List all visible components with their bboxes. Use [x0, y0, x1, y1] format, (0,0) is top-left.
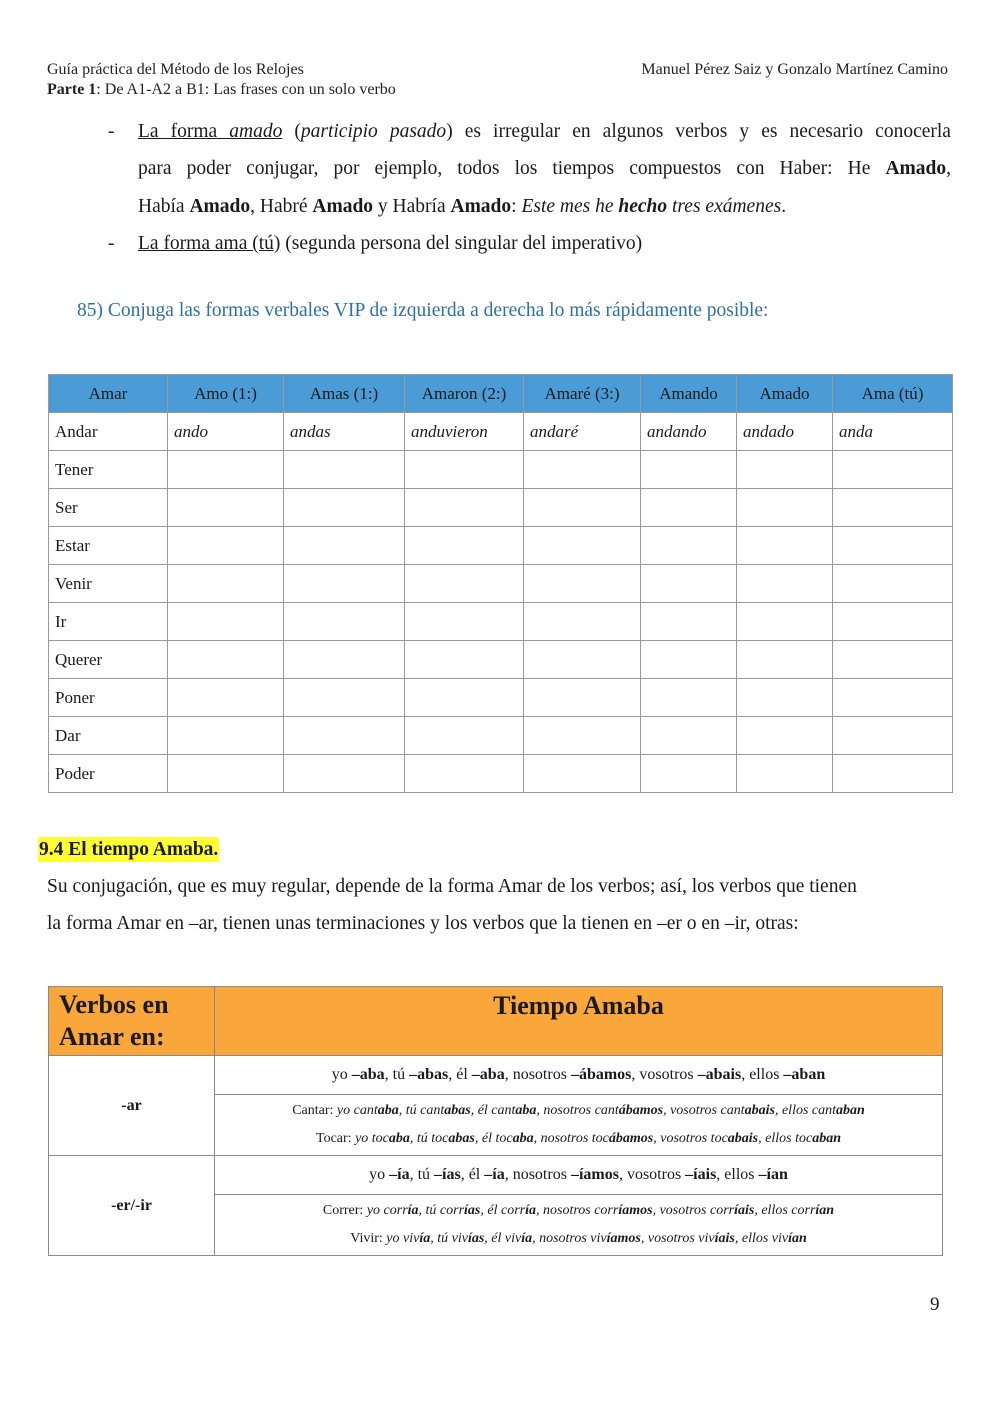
answer-cell[interactable]: [168, 565, 284, 603]
bullet-2-line: La forma ama (tú) (segunda persona del singular del imperativo): [138, 233, 643, 254]
bullet-1-line-1: La forma amado (participio pasado) es irregular en algunos verbos y es necesario conocerla: [138, 121, 951, 142]
bullet-dash-2: -: [108, 233, 115, 254]
answer-cell[interactable]: [641, 679, 737, 717]
answer-cell[interactable]: andaré: [524, 413, 641, 451]
endings-line: yo –ía, tú –ías, él –ía, nosotros –íamos, vosotros –íais, ellos –ían: [215, 1156, 943, 1195]
answer-cell[interactable]: [284, 603, 405, 641]
answer-cell[interactable]: [833, 565, 953, 603]
answer-cell[interactable]: [168, 679, 284, 717]
answer-cell[interactable]: [737, 717, 833, 755]
answer-cell[interactable]: [641, 527, 737, 565]
answer-cell[interactable]: [284, 717, 405, 755]
verb-cell: Dar: [49, 717, 168, 755]
conjugation-table: [48, 374, 953, 793]
table-row: [49, 527, 953, 565]
header-right-title: Manuel Pérez Saiz y Gonzalo Martínez Camino: [641, 61, 948, 78]
verb-cell: Poder: [49, 755, 168, 793]
answer-cell[interactable]: [833, 679, 953, 717]
header-cell: Ama (tú): [833, 375, 953, 413]
answer-cell[interactable]: [168, 603, 284, 641]
amaba-col2-header: Tiempo Amaba: [215, 987, 943, 1056]
answer-cell[interactable]: andando: [641, 413, 737, 451]
header-cell: Amas (1:): [284, 375, 405, 413]
answer-cell[interactable]: [524, 641, 641, 679]
bullet-1-line-2: para poder conjugar, por ejemplo, todos los tiempos compuestos con Haber: He Amado,: [138, 158, 951, 179]
answer-cell[interactable]: [641, 755, 737, 793]
answer-cell[interactable]: [524, 489, 641, 527]
answer-cell[interactable]: anda: [833, 413, 953, 451]
table-row: [49, 451, 953, 489]
verb-cell: Estar: [49, 527, 168, 565]
answer-cell[interactable]: [168, 717, 284, 755]
example-line: Cantar: yo cantaba, tú cantabas, él cantaba, nosotros cantábamos, vosotros cantabais, ellos cantaban: [292, 1103, 865, 1118]
header-left-title: Guía práctica del Método de los Relojes: [47, 61, 304, 78]
ending-group-label: -er/-ir: [49, 1156, 215, 1256]
verb-cell: Poner: [49, 679, 168, 717]
answer-cell[interactable]: [737, 527, 833, 565]
answer-cell[interactable]: andas: [284, 413, 405, 451]
verb-cell: Ir: [49, 603, 168, 641]
answer-cell[interactable]: [833, 641, 953, 679]
answer-cell[interactable]: [737, 451, 833, 489]
table-row: [49, 489, 953, 527]
example-sentence: Este mes he hecho tres exámenes: [521, 196, 782, 217]
answer-cell[interactable]: [524, 527, 641, 565]
verb-cell: Querer: [49, 641, 168, 679]
answer-cell[interactable]: [524, 603, 641, 641]
answer-cell[interactable]: [405, 603, 524, 641]
answer-cell[interactable]: [641, 717, 737, 755]
header-part-bold: Parte 1: [47, 81, 97, 98]
header-cell: Amar: [49, 375, 168, 413]
answer-cell[interactable]: [405, 641, 524, 679]
answer-cell[interactable]: [737, 679, 833, 717]
header-part-rest: : De A1-A2 a B1: Las frases con un solo verbo: [96, 81, 396, 98]
example-line: Vivir: yo vivía, tú vivías, él vivía, nosotros vivíamos, vosotros vivíais, ellos vivían: [350, 1231, 807, 1246]
answer-cell[interactable]: [524, 717, 641, 755]
answer-cell[interactable]: [168, 755, 284, 793]
answer-cell[interactable]: [405, 679, 524, 717]
answer-cell[interactable]: [168, 451, 284, 489]
answer-cell[interactable]: [284, 565, 405, 603]
answer-cell[interactable]: [641, 451, 737, 489]
ending-group-label: -ar: [49, 1056, 215, 1156]
answer-cell[interactable]: [524, 679, 641, 717]
table-row: [49, 717, 953, 755]
example-line: Correr: yo corría, tú corrías, él corría, nosotros corríamos, vosotros corríais, ellos corrían: [322, 1203, 835, 1218]
answer-cell[interactable]: [405, 527, 524, 565]
exercise-instruction: 85) Conjuga las formas verbales VIP de izquierda a derecha lo más rápidamente posible:: [77, 300, 769, 321]
answer-cell[interactable]: [833, 451, 953, 489]
page-number: 9: [930, 1294, 940, 1315]
answer-cell[interactable]: [168, 527, 284, 565]
answer-cell[interactable]: ando: [168, 413, 284, 451]
answer-cell[interactable]: [405, 451, 524, 489]
bullet-dash-1: -: [108, 121, 115, 142]
answer-cell[interactable]: anduvieron: [405, 413, 524, 451]
table-row: [49, 679, 953, 717]
section-paragraph-line-2: la forma Amar en –ar, tienen unas terminaciones y los verbos que la tienen en –er o en –ir, otras:: [47, 913, 799, 934]
answer-cell[interactable]: [405, 489, 524, 527]
header-cell: Amando: [641, 375, 737, 413]
verb-cell: Tener: [49, 451, 168, 489]
answer-cell[interactable]: [737, 641, 833, 679]
verb-cell: Andar: [49, 413, 168, 451]
answer-cell[interactable]: [833, 489, 953, 527]
examples-cell: [215, 1195, 943, 1256]
answer-cell[interactable]: [284, 527, 405, 565]
answer-cell[interactable]: [284, 755, 405, 793]
answer-cell[interactable]: [737, 489, 833, 527]
answer-cell[interactable]: [737, 603, 833, 641]
table-row: [49, 565, 953, 603]
endings-line: yo –aba, tú –abas, él –aba, nosotros –ábamos, vosotros –abais, ellos –aban: [215, 1056, 943, 1095]
answer-cell[interactable]: [641, 641, 737, 679]
answer-cell[interactable]: [405, 565, 524, 603]
answer-cell[interactable]: andado: [737, 413, 833, 451]
answer-cell[interactable]: [641, 565, 737, 603]
answer-cell[interactable]: [737, 565, 833, 603]
answer-cell[interactable]: [833, 755, 953, 793]
example-line: Tocar: yo tocaba, tú tocabas, él tocaba, nosotros tocábamos, vosotros tocabais, ellos tocaban: [316, 1131, 841, 1146]
answer-cell[interactable]: [524, 565, 641, 603]
table-row: [49, 755, 953, 793]
answer-cell[interactable]: [405, 755, 524, 793]
answer-cell[interactable]: [168, 641, 284, 679]
header-part: [47, 81, 396, 99]
section-paragraph-line-1: Su conjugación, que es muy regular, depende de la forma Amar de los verbos; así, los verbos que tienen: [47, 876, 857, 897]
verb-cell: Ser: [49, 489, 168, 527]
answer-cell[interactable]: [641, 603, 737, 641]
answer-cell[interactable]: [833, 603, 953, 641]
answer-cell[interactable]: [168, 489, 284, 527]
answer-cell[interactable]: [833, 717, 953, 755]
answer-cell[interactable]: [284, 679, 405, 717]
table-header-row: [49, 375, 953, 413]
section-heading: 9.4 El tiempo Amaba.: [39, 839, 219, 860]
table-row: [49, 413, 953, 451]
answer-cell[interactable]: [405, 717, 524, 755]
answer-cell[interactable]: [524, 451, 641, 489]
examples-cell: [215, 1095, 943, 1156]
header-cell: Amado: [737, 375, 833, 413]
header-cell: Amaron (2:): [405, 375, 524, 413]
header-cell: Amo (1:): [168, 375, 284, 413]
verb-cell: Venir: [49, 565, 168, 603]
answer-cell[interactable]: [524, 755, 641, 793]
header-cell: Amaré (3:): [524, 375, 641, 413]
amaba-table: [48, 986, 943, 1256]
answer-cell[interactable]: [284, 641, 405, 679]
table-row: [49, 641, 953, 679]
answer-cell[interactable]: [641, 489, 737, 527]
answer-cell[interactable]: [284, 489, 405, 527]
table-row: [49, 603, 953, 641]
bullet-1-underline-a: La forma amado: [138, 121, 283, 142]
amaba-col1-header: Verbos en Amar en:: [49, 987, 215, 1056]
answer-cell[interactable]: [737, 755, 833, 793]
answer-cell[interactable]: [833, 527, 953, 565]
answer-cell[interactable]: [284, 451, 405, 489]
bullet-1-line-3: Había Amado, Habré Amado y Habría Amado: Este mes he hecho tres exámenes.: [138, 196, 787, 217]
